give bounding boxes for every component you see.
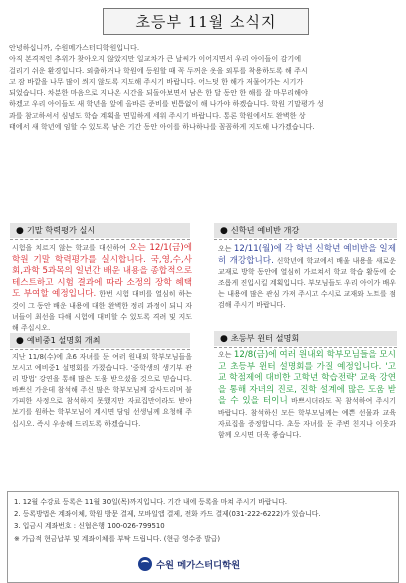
logo-icon	[138, 557, 152, 571]
intro-line: 태에서 새 학년에 임할 수 있도록 남은 기간 동안 아이를 하나하나를 꼼꼼하게 지도해 나가겠습니다.	[9, 122, 315, 132]
new-semester-heading	[214, 223, 397, 238]
winter-highlight: 12/8(금)에 여러 원내외 학부모님들을 모시고 초등부 윈터 설명회를 가질 예정입니다. '고교 학점제에 대비한 고학년 학습전략' 교육 강연을 통해 자녀의 진로, 진학 설계에 많은 도움 받을 수 있을 터이니	[218, 350, 396, 406]
note-item: ※ 가급적 현금납부 및 계좌이체를 부탁 드립니다. (현금 영수증 발급)	[14, 534, 221, 543]
briefing-heading-label: 예비중1 설명회 개최	[26, 335, 101, 345]
briefing-body	[12, 352, 192, 430]
final-exam-heading-label: 기말 학력평가 실시	[26, 225, 96, 235]
final-exam-heading	[10, 223, 190, 238]
final-exam-body	[12, 243, 192, 334]
briefing-heading	[10, 333, 190, 348]
newsletter-title: 초등부 11월 소식지	[103, 8, 309, 35]
intro-line: 과를 참고하셔서 심념도 학습 계획을 면밀하게 세워 주시기 바랍니다. 통론 학원에서도 완벽한 상	[9, 110, 306, 120]
intro-line: 안녕하십니까, 수원메가스터디학원입니다.	[9, 43, 140, 52]
bullet-icon: ●	[220, 333, 228, 344]
divider	[10, 349, 190, 350]
bullet-icon: ●	[16, 225, 24, 236]
final-exam-lead: 시험을 치르지 않는 학교를 대신하여	[12, 244, 130, 252]
note-item: 1. 12월 수강료 등록은 11월 30일(목)까지입니다. 기간 내에 등록을 마쳐 주시기 바랍니다.	[14, 498, 288, 506]
note-item: 3. 입금시 계좌번호 : 신협은행 100-026-799510	[14, 522, 165, 531]
final-exam-highlight: 오는 12/1(금)에 학원 기말 학력평가를 실시합니다. 국,영,수,사회,과학 5과목의 일년간 배운 내용을 종합적으로 테스트하고 시험 결과에 따라 소정의 장학 혜택도 부여할 예정입니다.	[12, 243, 192, 299]
intro-line: 걸리기 쉬운 환경입니다. 외출하거나 학원에 등원할 때 꼭 두꺼운 옷을 외투를 착용하도록 해 주시	[9, 65, 308, 75]
bullet-icon: ●	[220, 225, 228, 236]
new-semester-text: 신학년에 학교에서 배울 내용을 새로운 교재로 방학 동안에 열심히 가르쳐서 학교 학습 활동에 순조롭게 진입시킬 계획입니다. 부모님들도 우리 아이가 배우는 내용에 많은 관심 가져 주시고 수시로 교재와 노트를 점검해 주시기 바랍니다.	[218, 256, 396, 310]
briefing-text: 지난 11/8(수)에 초6 자녀를 둔 여러 원내외 학부모님들을 모시고 예비중1 설명회를 가졌습니다. '중학생의 생기부 관리 방법' 강연을 통해 많은 도움 받으셨을 것으로 믿습니다. 바쁘신 가운데 참석해 주신 많은 학부모님께 감사드리며 불가피한 사정으로 참석하지 못했지만 자료집만이라도 받아 보기를 원하는 학부모님이 계시면 담임 선생님께 요청해 주십시오. 즉시 우송해 드리도록 하겠습니다.	[12, 353, 192, 428]
intro-text	[9, 42, 397, 132]
new-semester-lead: 오는	[218, 245, 234, 253]
intro-line: 하겠고 우리 아이들도 새 학년을 앞에 올바른 준비를 빈틈없이 해 나가야 하겠습니다. 학원 기말평가 성	[9, 99, 324, 109]
winter-heading	[214, 331, 397, 346]
logo-text: 수원 메가스터디학원	[156, 560, 241, 571]
divider	[214, 239, 397, 240]
intro-line: 아직 본격적인 추위가 찾아오지 않았지만 일교차가 큰 날씨가 이어지면서 우리 아이들이 감기에	[9, 54, 302, 64]
new-semester-highlight: 12/11(월)에 각 학년 신학년 예비반을 일제히 개강합니다.	[218, 244, 397, 266]
intro-line: 되었습니다. 차분한 마음으로 지나온 시간을 되돌아보면서 남은 한 달 동안 한 해를 잘 마무리해야	[9, 88, 308, 98]
divider	[10, 239, 190, 240]
winter-lead: 오는	[218, 351, 234, 359]
winter-body	[218, 350, 396, 441]
winter-text: 바쁘시더라도 꼭 참석하여 주시기 바랍니다. 참석하신 모든 학부모님께는 예쁜 선물과 교육 자료집을 증정합니다. 초등 자녀를 둔 주변 친지나 이웃과 함께 오시면 더욱 좋습니다.	[218, 397, 396, 439]
winter-heading-label: 초등부 윈터 설명회	[230, 333, 300, 343]
divider	[214, 347, 397, 348]
new-semester-heading-label: 신학년 예비반 개강	[230, 225, 300, 235]
new-semester-body	[218, 244, 396, 311]
intro-line: 고 잠 바깥을 나무 많이 씌지 않도록 지도해 주시기 바랍니다. 어느덧 한 해가 저물어가는 시기가	[9, 76, 304, 86]
final-exam-text: 한번 시험 대비를 열심히 하는 것이 그 동안 배운 내용에 대한 완벽한 정리 과정이 되니 자녀들이 최선을 다해 시험에 대비할 수 있도록 격려 및 지도 해 주십시오.	[12, 290, 192, 332]
academy-logo	[138, 557, 240, 571]
bullet-icon: ●	[16, 335, 24, 346]
note-item: 2. 등록방법은 계좌이체, 학원 방문 결제, 모바일앱 결제, 전화 카드 결제(031-222-6222)가 있습니다.	[14, 510, 321, 519]
